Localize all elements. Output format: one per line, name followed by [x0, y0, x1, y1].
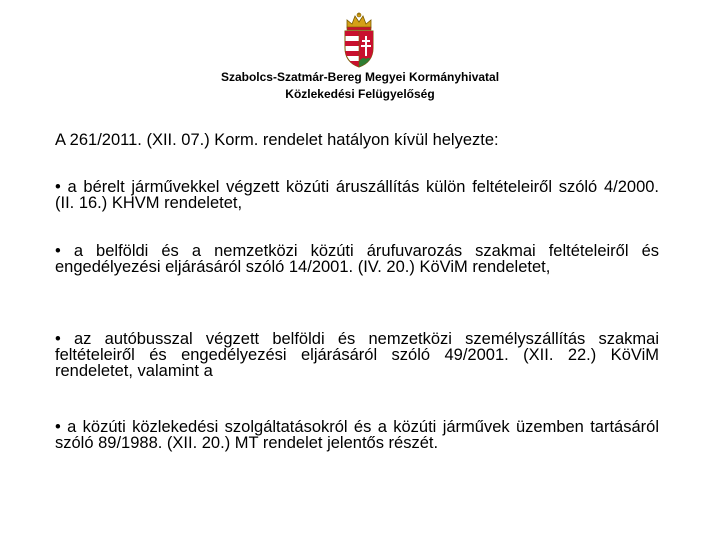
bullet-item: • a közúti közlekedési szolgáltatásokról és a közúti járművek üzemben tartásáról szóló 89/1988. (XII. 20.) MT rendelet jelentős részét.: [55, 418, 659, 452]
hungarian-coat-of-arms-icon: [341, 12, 377, 68]
bullet-item: • a bérelt járművekkel végzett közúti áruszállítás külön feltételeiről szóló 4/2000. (II. 16.) KHVM rendeletet,: [55, 178, 659, 212]
bullet-item: • az autóbusszal végzett belföldi és nemzetközi személyszállítás szakmai feltételeiről és engedélyezési eljárásáról szóló 49/2001. (XII. 22.) KöViM rendeletet, valamint a: [55, 330, 659, 380]
intro-paragraph: A 261/2011. (XII. 07.) Korm. rendelet hatályon kívül helyezte:: [55, 131, 499, 149]
bullet-item: • a belföldi és a nemzetközi közúti árufuvarozás szakmai feltételeiről és engedélyezési eljárásáról szóló 14/2001. (IV. 20.) KöViM rendeletet,: [55, 242, 659, 276]
department-name: Közlekedési Felügyelőség: [285, 87, 435, 101]
office-name: Szabolcs-Szatmár-Bereg Megyei Kormányhivatal: [220, 70, 500, 84]
